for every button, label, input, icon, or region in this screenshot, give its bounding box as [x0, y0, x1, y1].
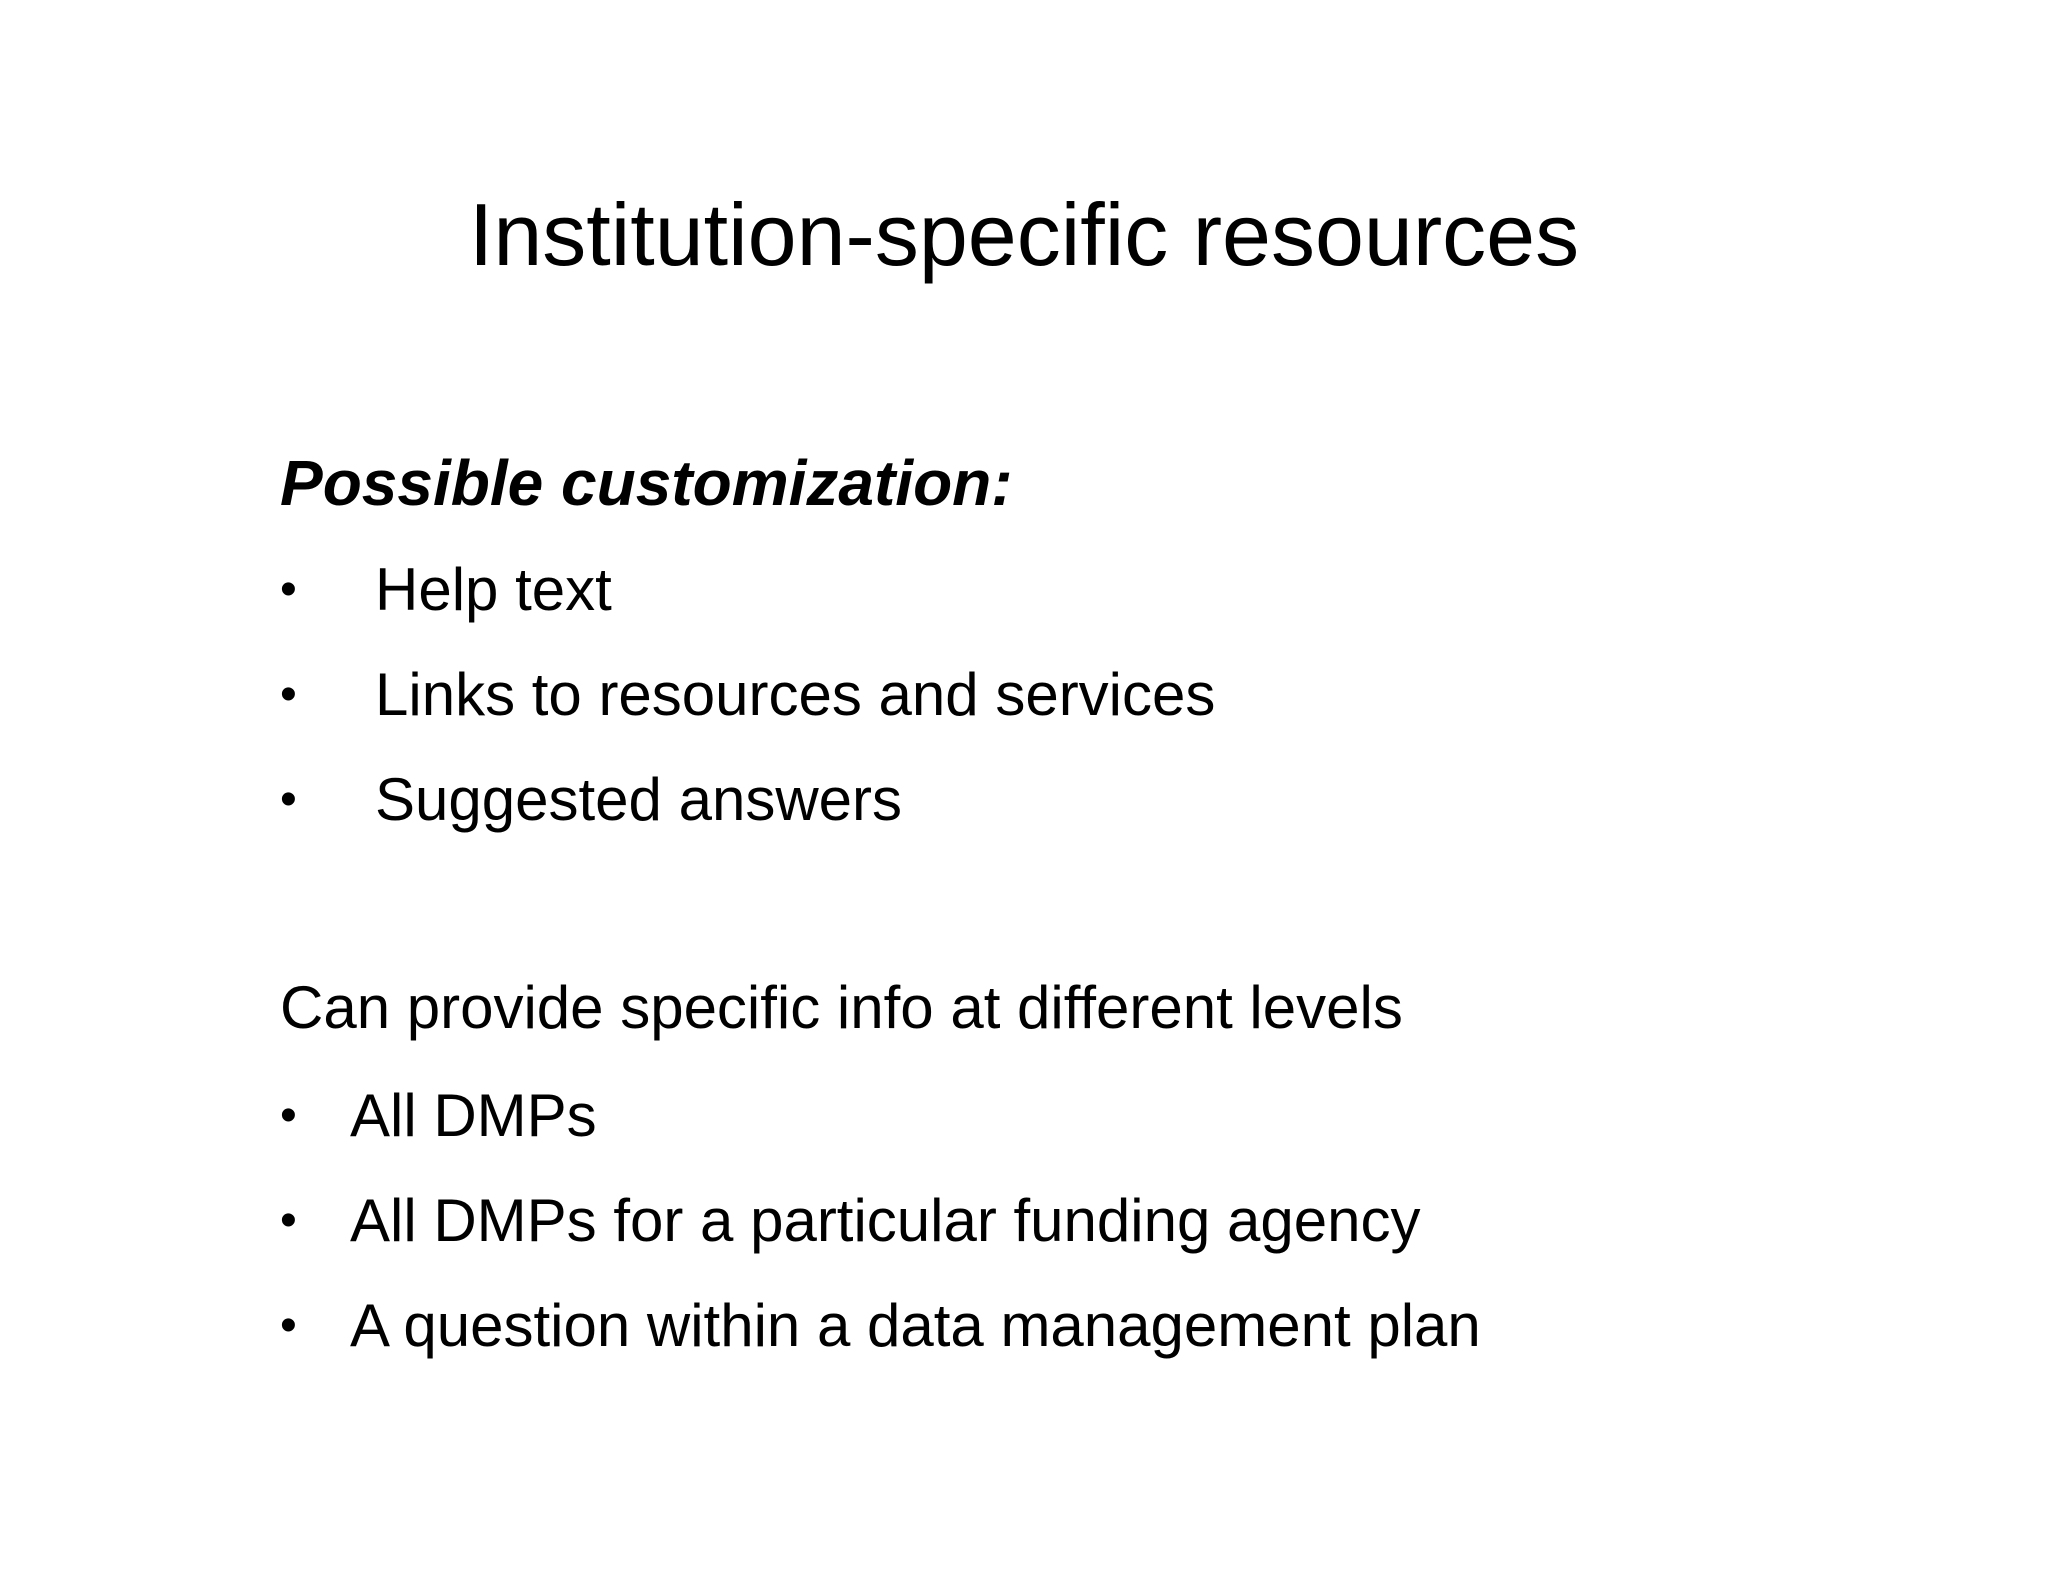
- bullet-icon: •: [280, 1089, 297, 1142]
- list-item-text: Links to resources and services: [375, 661, 1216, 728]
- slide-title: Institution-specific resources: [468, 185, 1580, 284]
- bullet-icon: •: [280, 1299, 297, 1352]
- bullet-icon: •: [280, 563, 297, 616]
- list-item-text: Help text: [375, 556, 612, 623]
- list-item-text: A question within a data management plan: [350, 1292, 1481, 1359]
- customization-heading: Possible customization:: [280, 447, 1013, 519]
- bullet-icon: •: [280, 668, 297, 721]
- bullet-icon: •: [280, 773, 297, 826]
- list-item-text: Suggested answers: [375, 766, 902, 833]
- bullet-icon: •: [280, 1194, 297, 1247]
- levels-intro: Can provide specific info at different levels: [280, 974, 1403, 1041]
- list-item-text: All DMPs for a particular funding agency: [350, 1187, 1421, 1254]
- list-item-text: All DMPs: [350, 1082, 597, 1149]
